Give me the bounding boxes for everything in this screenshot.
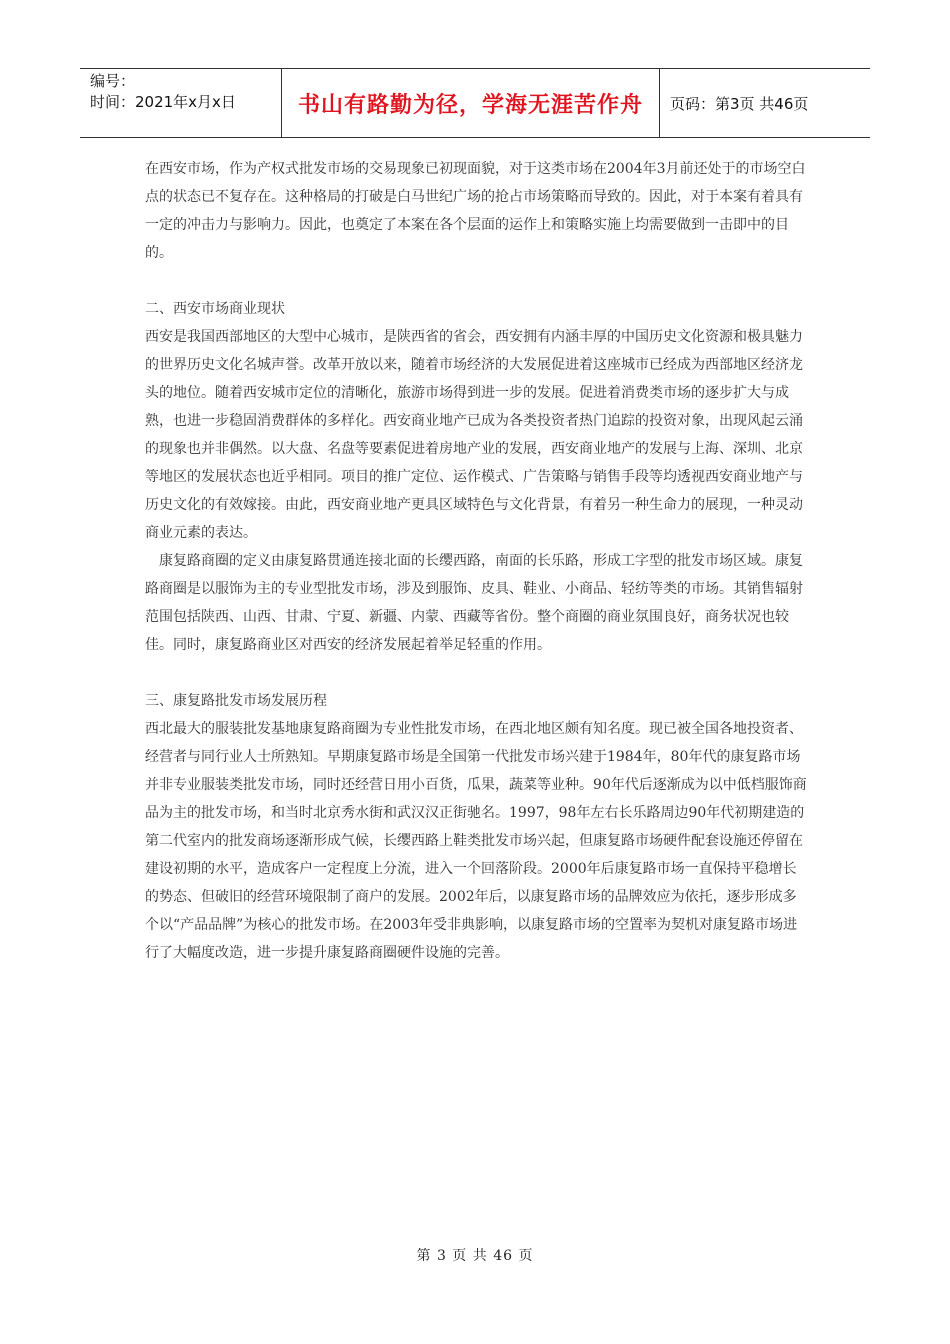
page-footer: 第 3 页 共 46 页	[416, 1248, 534, 1264]
section-heading-2: 二、西安市场商业现状	[145, 301, 285, 317]
spacer	[145, 267, 810, 295]
document-body	[145, 155, 810, 967]
paragraph-4: 西北最大的服装批发基地康复路商圈为专业性批发市场，在西北地区颇有知名度。现已被全国各地投资者、经营者与同行业人士所熟知。早期康复路市场是全国第一代批发市场兴建于1984年，80年代的康复路市场并非专业服装类批发市场，同时还经营日用小百货，瓜果，蔬菜等业种。90年代后逐渐成为以中低档服饰商品为主的批发市场，和当时北京秀水街和武汉汉正街驰名。1997，98年左右长乐路周边90年代初期建造的第二代室内的批发商场逐渐形成气候，长缨西路上鞋类批发市场兴起，但康复路市场硬件配套设施还停留在建设初期的水平，造成客户一定程度上分流，进入一个回落阶段。2000年后康复路市场一直保持平稳增长的势态、但破旧的经营环境限制了商户的发展。2002年后，以康复路市场的品牌效应为依托，逐步形成多个以“产品品牌”为核心的批发市场。在2003年受非典影响，以康复路市场的空置率为契机对康复路市场进行了大幅度改造，进一步提升康复路商圈硬件设施的完善。	[145, 721, 807, 961]
paragraph-2: 西安是我国西部地区的大型中心城市，是陕西省的省会，西安拥有内涵丰厚的中国历史文化资源和极具魅力的世界历史文化名城声誉。改革开放以来，随着市场经济的大发展促进着这座城市已经成为西部地区经济龙头的地位。随着西安城市定位的清晰化，旅游市场得到进一步的发展。促进着消费类市场的逐步扩大与成熟，也进一步稳固消费群体的多样化。西安商业地产已成为各类投资者热门追踪的投资对象，出现风起云涌的现象也并非偶然。以大盘、名盘等要素促进着房地产业的发展，西安商业地产的发展与上海、深圳、北京等地区的发展状态也近乎相同。项目的推广定位、运作模式、广告策略与销售手段等均透视西安商业地产与历史文化的有效嫁接。由此，西安商业地产更具区域特色与文化背景，有着另一种生命力的展现，一种灵动商业元素的表达。	[145, 329, 803, 541]
header-meta	[80, 69, 282, 137]
time-label: 时间：2021年x月x日	[90, 93, 236, 111]
section-heading-3: 三、康复路批发市场发展历程	[145, 693, 327, 709]
paragraph-3: 康复路商圈的定义由康复路贯通连接北面的长缨西路，南面的长乐路，形成工字型的批发市场区域。康复路商圈是以服饰为主的专业型批发市场，涉及到服饰、皮具、鞋业、小商品、轻纺等类的市场。其销售辐射范围包括陕西、山西、甘肃、宁夏、新疆、内蒙、西藏等省份。整个商圈的商业氛围良好，商务状况也较佳。同时，康复路商业区对西安的经济发展起着举足轻重的作用。	[145, 553, 803, 653]
motto-text: 书山有路勤为径，学海无涯苦作舟	[297, 92, 643, 118]
page-info-text: 页码：第3页 共46页	[670, 94, 809, 113]
header-motto-cell	[282, 69, 660, 137]
spacer	[145, 659, 810, 687]
header-page-info	[660, 69, 870, 137]
number-label: 编号：	[90, 72, 136, 90]
paragraph-1: 在西安市场，作为产权式批发市场的交易现象已初现面貌，对于这类市场在2004年3月前还处于的市场空白点的状态已不复存在。这种格局的打破是白马世纪广场的抢占市场策略而导致的。因此，对于本案有着具有一定的冲击力与影响力。因此，也奠定了本案在各个层面的运作上和策略实施上均需要做到一击即中的目的。	[145, 161, 806, 261]
document-header	[80, 68, 870, 138]
